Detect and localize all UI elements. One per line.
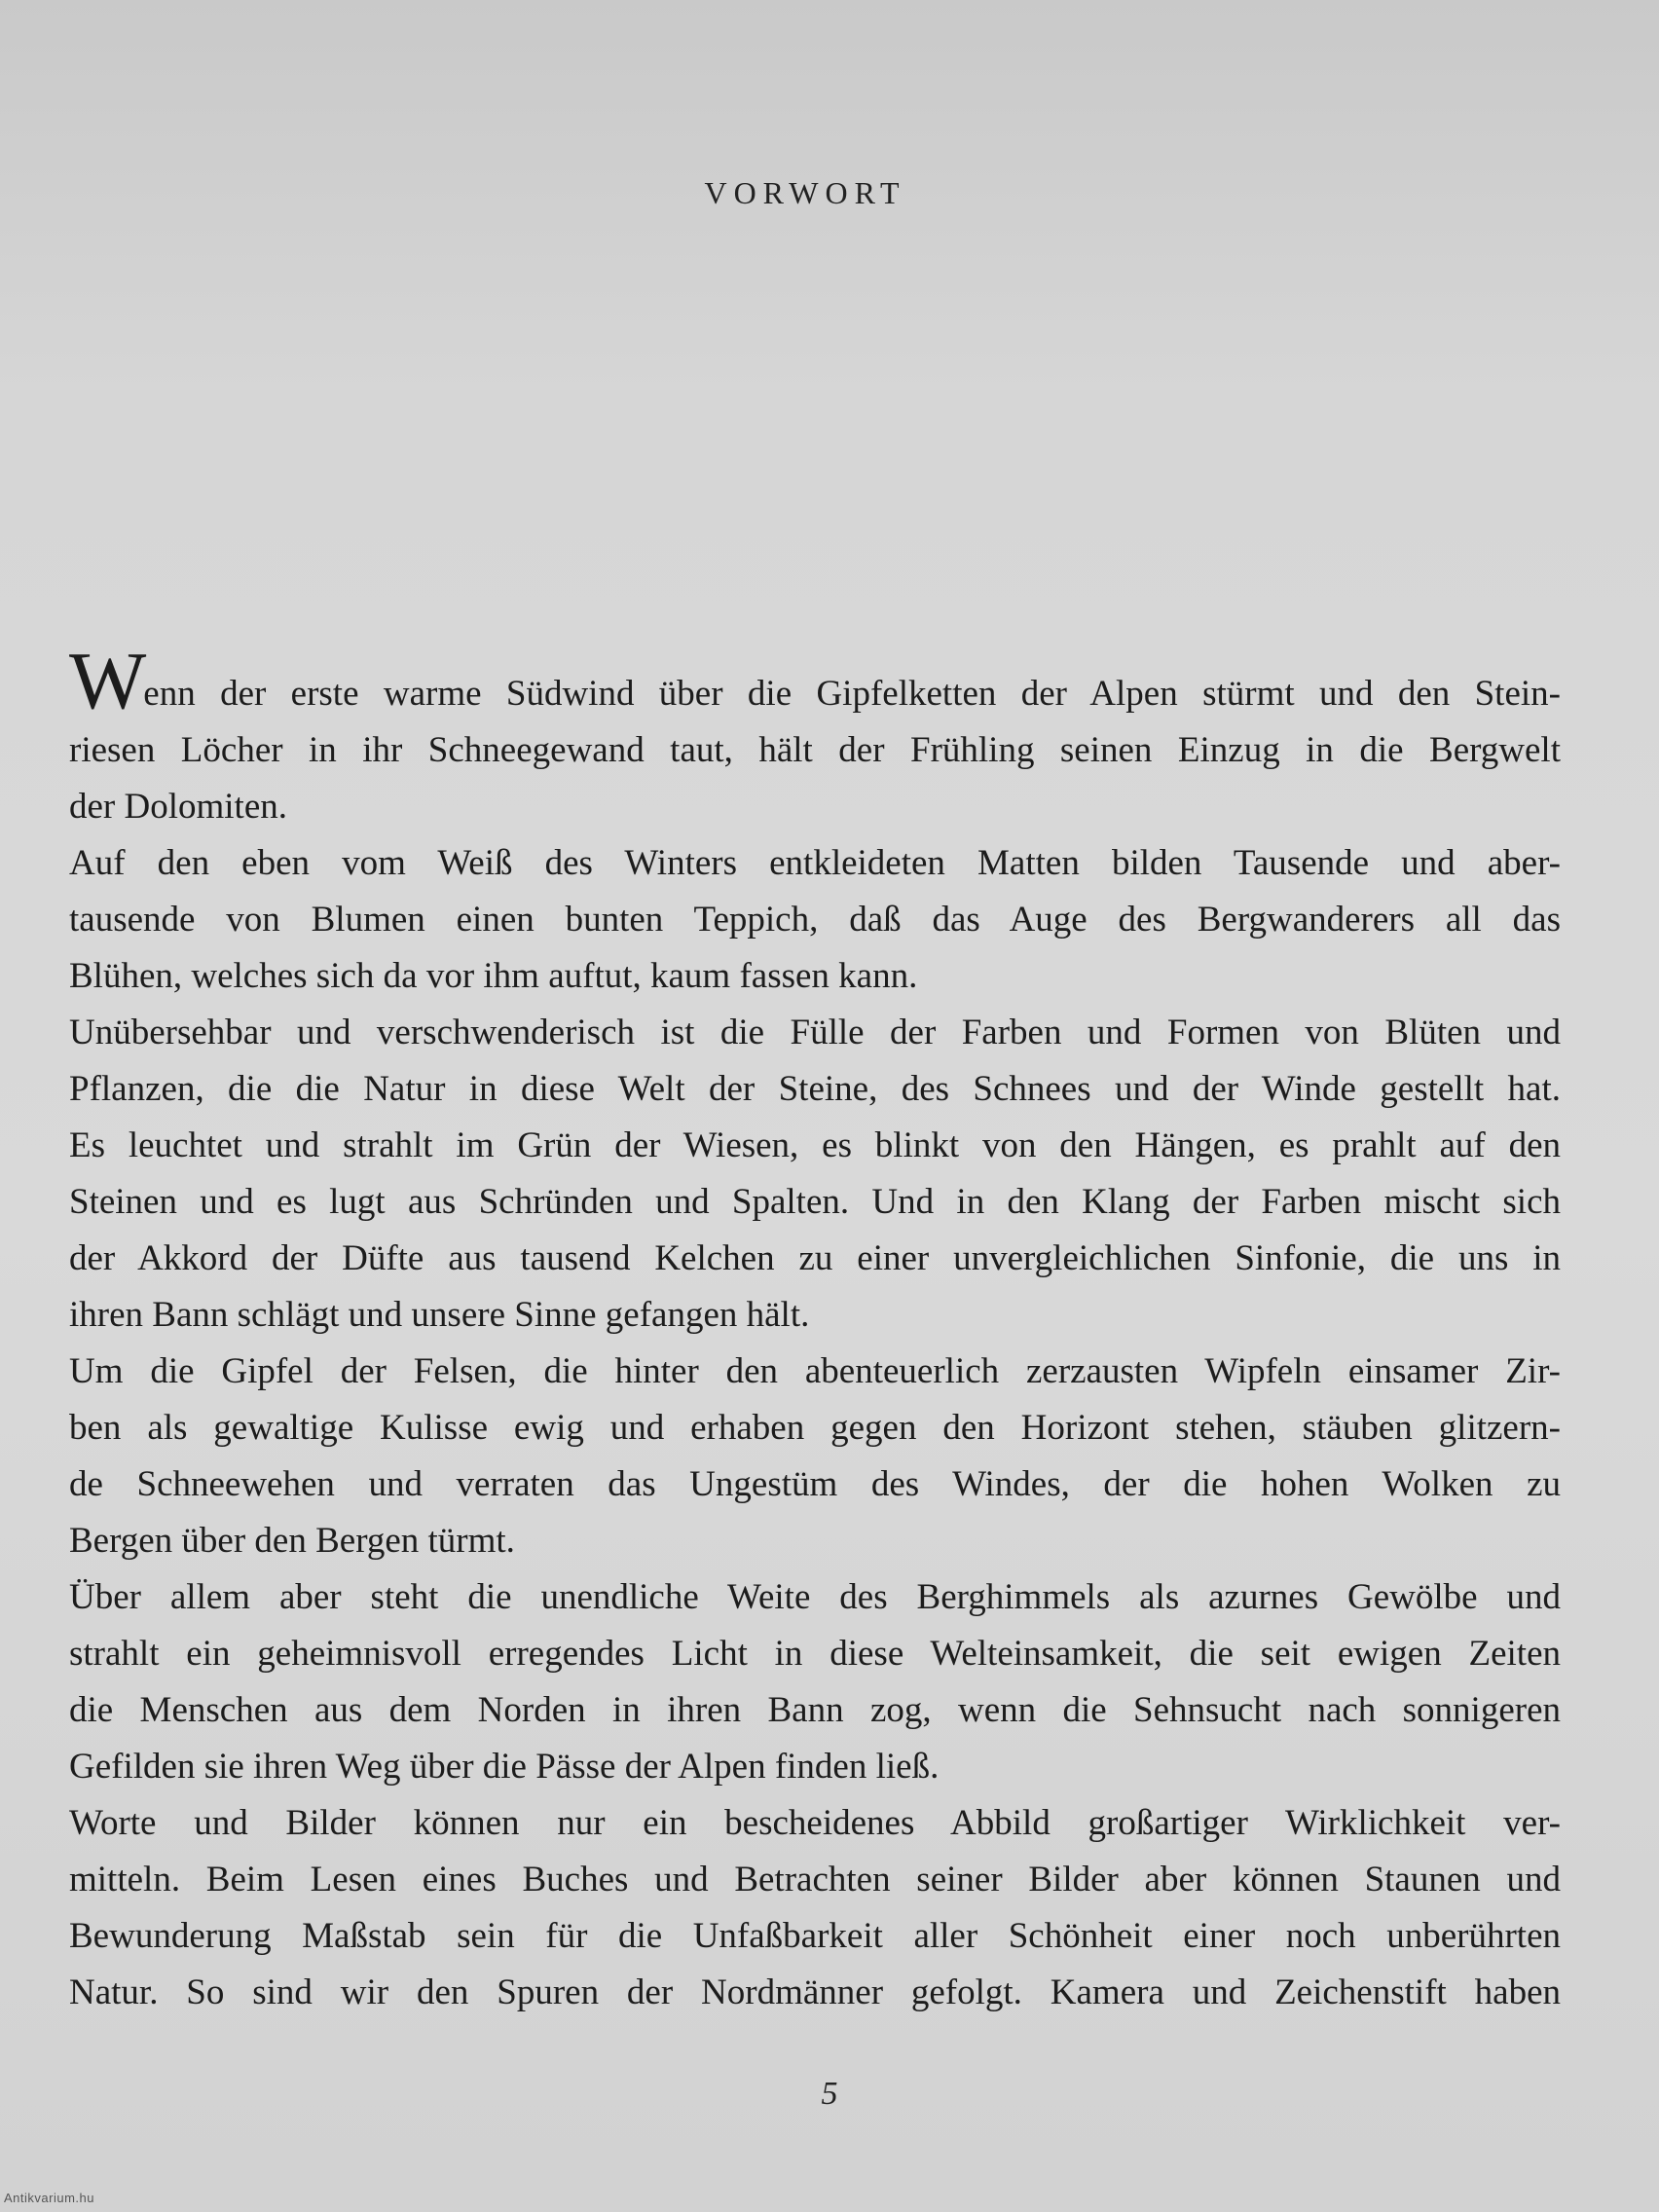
text-line-24: Natur. So sind wir den Spuren der Nordmänner gefolgt. Kamera und Zeichenstift haben bbox=[69, 1972, 1561, 2012]
text-line-12: ihren Bann schlägt und unsere Sinne gefangen hält. bbox=[69, 1295, 810, 1335]
text-line-17: Über allem aber steht die unendliche Weite des Berghimmels als azurnes Gewölbe und bbox=[69, 1577, 1561, 1617]
text-line-6: Blühen, welches sich da vor ihm auftut, kaum fassen kann. bbox=[69, 956, 918, 996]
text-line-22: mitteln. Beim Lesen eines Buches und Betrachten seiner Bilder aber können Staunen und bbox=[69, 1860, 1561, 1899]
text-line-11: der Akkord der Düfte aus tausend Kelchen zu einer unvergleichlichen Sinfonie, die uns in bbox=[69, 1238, 1561, 1278]
page-title: VORWORT bbox=[704, 175, 906, 210]
body-text bbox=[69, 636, 1561, 2021]
text-line-3: der Dolomiten. bbox=[69, 787, 288, 827]
text-line-5: tausende von Blumen einen bunten Teppich, daß das Auge des Bergwanderers all das bbox=[69, 900, 1561, 940]
text-line-13: Um die Gipfel der Felsen, die hinter den abenteuerlich zerzausten Wipfeln einsamer Zir- bbox=[69, 1351, 1561, 1391]
text-line-18: strahlt ein geheimnisvoll erregendes Licht in diese Welteinsamkeit, die seit ewigen Zeiten bbox=[69, 1634, 1561, 1674]
text-line-7: Unübersehbar und verschwenderisch ist die Fülle der Farben und Formen von Blüten und bbox=[69, 1013, 1561, 1052]
text-line-15: de Schneewehen und verraten das Ungestüm des Windes, der die hohen Wolken zu bbox=[69, 1464, 1561, 1504]
text-line-8: Pflanzen, die die Natur in diese Welt der Steine, des Schnees und der Winde gestellt hat. bbox=[69, 1069, 1561, 1109]
text-line-14: ben als gewaltige Kulisse ewig und erhaben gegen den Horizont stehen, stäuben glitzern- bbox=[69, 1408, 1561, 1448]
text-line-2: riesen Löcher in ihr Schneegewand taut, hält der Frühling seinen Einzug in die Bergwelt bbox=[69, 730, 1561, 770]
text-line-1: Wenn der erste warme Südwind über die Gipfelketten der Alpen stürmt und den Stein- bbox=[69, 636, 1561, 726]
text-line-16: Bergen über den Bergen türmt. bbox=[69, 1521, 515, 1561]
page-number: 5 bbox=[821, 2076, 838, 2112]
text-line-21: Worte und Bilder können nur ein bescheidenes Abbild großartiger Wirklichkeit ver- bbox=[69, 1803, 1561, 1843]
text-line-23: Bewunderung Maßstab sein für die Unfaßbarkeit aller Schönheit einer noch unberührten bbox=[69, 1916, 1561, 1956]
text-line-9: Es leuchtet und strahlt im Grün der Wiesen, es blinkt von den Hängen, es prahlt auf den bbox=[69, 1125, 1561, 1165]
text-line-10: Steinen und es lugt aus Schründen und Spalten. Und in den Klang der Farben mischt sich bbox=[69, 1182, 1561, 1222]
text-line-4: Auf den eben vom Weiß des Winters entkleideten Matten bilden Tausende und aber- bbox=[69, 843, 1561, 883]
drop-cap: W bbox=[69, 636, 147, 726]
text-line-20: Gefilden sie ihren Weg über die Pässe der Alpen finden ließ. bbox=[69, 1747, 940, 1787]
watermark: Antikvarium.hu bbox=[4, 2191, 94, 2205]
text-line-19: die Menschen aus dem Norden in ihren Bann zog, wenn die Sehnsucht nach sonnigeren bbox=[69, 1690, 1561, 1730]
